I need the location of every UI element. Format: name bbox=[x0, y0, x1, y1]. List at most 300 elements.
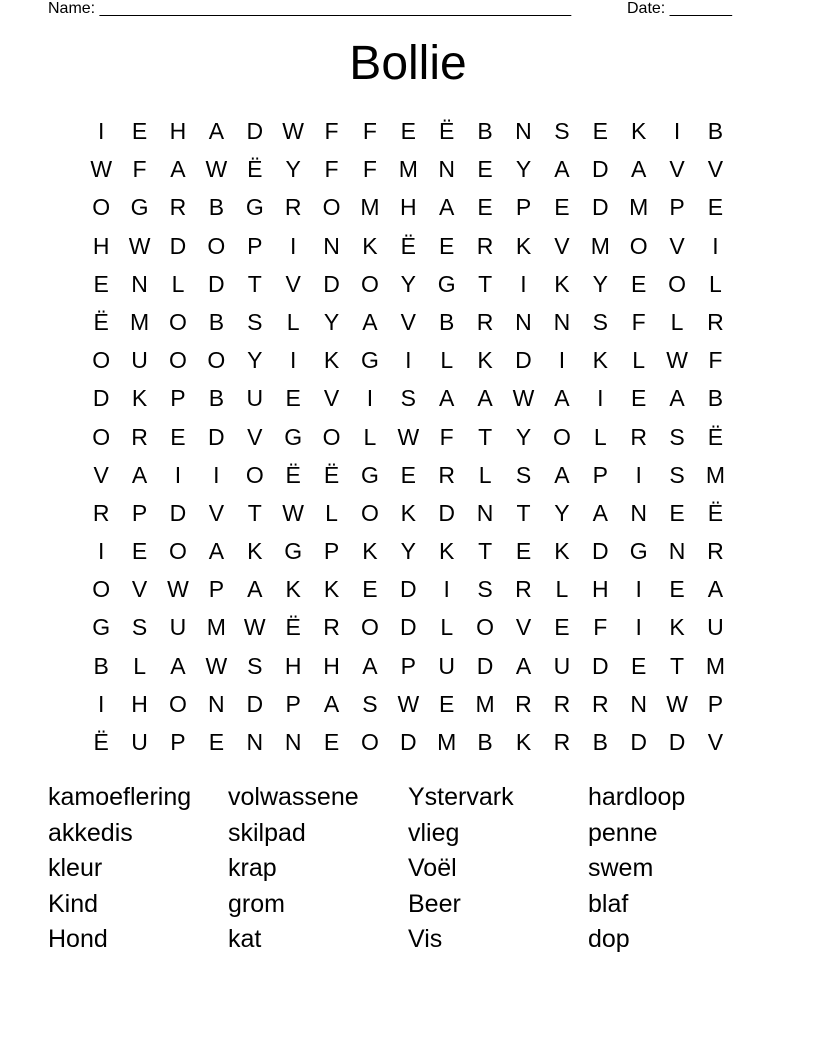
grid-letter: I bbox=[289, 232, 297, 259]
grid-letter: K bbox=[554, 538, 570, 565]
grid-letter: I bbox=[443, 576, 450, 603]
grid-letter: W bbox=[512, 385, 535, 412]
name-field-label: Name: _____________________________________________________ bbox=[48, 0, 572, 17]
grid-letter: B bbox=[208, 308, 225, 335]
word-list-item: Beer bbox=[408, 889, 461, 918]
grid-letter: R bbox=[515, 576, 532, 603]
grid-letter: N bbox=[438, 156, 456, 183]
grid-letter: V bbox=[669, 156, 685, 183]
grid-letter: S bbox=[247, 308, 263, 335]
grid-letter: E bbox=[630, 270, 647, 297]
grid-letter: A bbox=[208, 538, 225, 565]
grid-letter: P bbox=[515, 194, 532, 221]
grid-letter: U bbox=[553, 652, 571, 679]
grid-letter: M bbox=[705, 461, 726, 488]
grid-letter: Ë bbox=[439, 118, 455, 144]
grid-letter: R bbox=[323, 614, 340, 641]
grid-letter: V bbox=[247, 423, 263, 450]
grid-letter: D bbox=[591, 194, 609, 221]
grid-letter: L bbox=[632, 347, 646, 374]
grid-letter: Ë bbox=[707, 423, 724, 450]
word-list-item: Kind bbox=[48, 889, 99, 918]
grid-letter: O bbox=[322, 423, 341, 450]
grid-letter: O bbox=[92, 194, 111, 221]
word-list-item: Hond bbox=[48, 925, 108, 953]
grid-letter: L bbox=[670, 308, 684, 335]
word-list-item: blaf bbox=[588, 889, 629, 918]
grid-letter: V bbox=[707, 729, 724, 755]
grid-letter: F bbox=[631, 308, 646, 335]
grid-letter: W bbox=[282, 499, 304, 526]
grid-letter: L bbox=[325, 499, 338, 526]
grid-letter: F bbox=[132, 156, 147, 183]
grid-letter: O bbox=[92, 423, 111, 450]
grid-letter: W bbox=[128, 232, 151, 259]
grid-letter: D bbox=[438, 499, 456, 526]
grid-letter: M bbox=[629, 194, 649, 221]
grid-letter: O bbox=[245, 461, 264, 488]
grid-letter: O bbox=[360, 270, 379, 297]
word-list-item: krap bbox=[228, 854, 277, 882]
grid-letter: E bbox=[131, 538, 148, 565]
grid-letter: K bbox=[669, 614, 685, 641]
grid-letter: S bbox=[247, 652, 263, 679]
grid-letter: M bbox=[475, 690, 495, 717]
grid-letter: G bbox=[245, 194, 264, 221]
grid-letter: F bbox=[324, 118, 339, 144]
grid-letter: T bbox=[478, 538, 493, 565]
grid-letter: E bbox=[477, 156, 493, 183]
grid-letter: M bbox=[437, 729, 457, 755]
grid-letter: A bbox=[477, 385, 493, 412]
grid-letter: D bbox=[92, 385, 110, 412]
grid-letter: Ë bbox=[285, 614, 301, 641]
grid-letter: S bbox=[554, 118, 570, 144]
grid-letter: I bbox=[405, 347, 412, 374]
grid-letter: T bbox=[247, 499, 262, 526]
grid-letter: A bbox=[554, 461, 570, 488]
grid-letter: W bbox=[282, 118, 304, 144]
grid-letter: Ë bbox=[93, 308, 109, 335]
grid-letter: O bbox=[169, 690, 187, 717]
grid-letter: I bbox=[98, 538, 105, 565]
grid-letter: L bbox=[363, 423, 377, 450]
grid-letter: N bbox=[284, 729, 302, 755]
grid-letter: A bbox=[170, 156, 186, 183]
grid-letter: K bbox=[400, 499, 416, 526]
grid-letter: P bbox=[131, 499, 148, 526]
grid-letter: P bbox=[323, 538, 340, 565]
grid-letter: L bbox=[593, 423, 607, 450]
grid-letter: W bbox=[205, 156, 228, 183]
grid-letter: B bbox=[208, 194, 225, 221]
grid-letter: R bbox=[707, 538, 724, 565]
grid-letter: Ë bbox=[323, 461, 340, 488]
grid-letter: D bbox=[246, 690, 264, 717]
grid-letter: O bbox=[92, 576, 111, 603]
grid-letter: B bbox=[93, 652, 109, 679]
grid-letter: O bbox=[207, 347, 226, 374]
grid-letter: Y bbox=[400, 270, 416, 297]
grid-letter: A bbox=[208, 118, 225, 144]
grid-letter: A bbox=[554, 156, 570, 183]
word-list-item: Voël bbox=[408, 854, 457, 882]
grid-letter: R bbox=[476, 232, 494, 259]
grid-letter: M bbox=[398, 156, 418, 183]
grid-letter: L bbox=[440, 614, 454, 641]
grid-letter: N bbox=[515, 118, 532, 144]
grid-letter: E bbox=[439, 232, 455, 259]
grid-letter: N bbox=[630, 499, 647, 526]
grid-letter: D bbox=[323, 270, 340, 297]
grid-letter: S bbox=[362, 690, 378, 717]
grid-letter: K bbox=[323, 347, 340, 374]
grid-letter: Ë bbox=[285, 461, 301, 488]
grid-letter: R bbox=[476, 308, 494, 335]
grid-letter: K bbox=[362, 538, 378, 565]
grid-letter: O bbox=[169, 347, 187, 374]
grid-letter: D bbox=[515, 347, 532, 374]
grid-letter: G bbox=[92, 614, 111, 641]
grid-letter: B bbox=[707, 385, 724, 412]
grid-letter: U bbox=[438, 652, 456, 679]
grid-letter: P bbox=[400, 652, 416, 679]
grid-letter: D bbox=[476, 652, 494, 679]
grid-letter: F bbox=[362, 118, 377, 144]
grid-letter: U bbox=[246, 385, 264, 412]
grid-letter: E bbox=[131, 118, 148, 144]
grid-letter: E bbox=[400, 118, 416, 144]
grid-letter: N bbox=[668, 538, 686, 565]
grid-letter: L bbox=[171, 270, 185, 297]
word-list-item: dop bbox=[588, 925, 630, 953]
grid-letter: E bbox=[362, 576, 378, 603]
word-list-item: volwassene bbox=[228, 783, 359, 811]
grid-letter: R bbox=[553, 690, 571, 717]
grid-letter: I bbox=[174, 461, 182, 488]
grid-letter: D bbox=[400, 729, 417, 755]
page-title: Bollie bbox=[349, 37, 467, 90]
grid-letter: I bbox=[712, 232, 719, 259]
grid-letter: A bbox=[170, 652, 186, 679]
grid-letter: N bbox=[515, 308, 532, 335]
grid-letter: S bbox=[669, 461, 685, 488]
word-list bbox=[48, 780, 768, 958]
grid-letter: N bbox=[476, 499, 494, 526]
grid-letter: E bbox=[630, 652, 647, 679]
grid-letter: D bbox=[668, 729, 686, 755]
grid-letter: R bbox=[630, 423, 647, 450]
grid-letter: W bbox=[243, 614, 266, 641]
grid-letter: E bbox=[208, 729, 225, 755]
grid-letter: T bbox=[516, 499, 531, 526]
grid-letter: Y bbox=[323, 308, 340, 335]
letter-grid bbox=[82, 112, 735, 761]
grid-letter: R bbox=[131, 423, 148, 450]
grid-letter: D bbox=[591, 652, 609, 679]
grid-letter: T bbox=[247, 270, 262, 297]
grid-letter: A bbox=[630, 156, 647, 183]
grid-letter: L bbox=[478, 461, 492, 488]
grid-letter: L bbox=[709, 270, 722, 297]
grid-letter: F bbox=[708, 347, 723, 374]
grid-letter: K bbox=[247, 538, 263, 565]
grid-letter: F bbox=[324, 156, 339, 183]
grid-letter: I bbox=[520, 270, 527, 297]
grid-letter: L bbox=[555, 576, 569, 603]
grid-letter: A bbox=[131, 461, 148, 488]
grid-letter: Y bbox=[515, 423, 532, 450]
grid-letter: G bbox=[130, 194, 149, 221]
grid-letter: E bbox=[93, 270, 109, 297]
grid-letter: O bbox=[552, 423, 571, 450]
grid-letter: Y bbox=[592, 270, 608, 297]
grid-letter: S bbox=[477, 576, 493, 603]
grid-letter: H bbox=[131, 690, 148, 717]
grid-letter: U bbox=[707, 614, 724, 641]
grid-letter: Ë bbox=[93, 729, 109, 755]
grid-letter: W bbox=[205, 652, 228, 679]
grid-letter: H bbox=[323, 652, 340, 679]
grid-letter: K bbox=[592, 347, 608, 374]
grid-letter: P bbox=[285, 690, 301, 717]
grid-letter: O bbox=[360, 499, 379, 526]
grid-letter: A bbox=[362, 652, 378, 679]
grid-letter: I bbox=[289, 347, 297, 374]
grid-letter: M bbox=[360, 194, 380, 221]
grid-letter: R bbox=[438, 461, 456, 488]
grid-letter: W bbox=[666, 690, 688, 717]
grid-letter: A bbox=[323, 690, 340, 717]
grid-letter: V bbox=[208, 499, 225, 526]
grid-letter: N bbox=[131, 270, 148, 297]
grid-letter: W bbox=[90, 156, 113, 183]
grid-letter: I bbox=[635, 614, 642, 641]
grid-letter: T bbox=[478, 423, 493, 450]
grid-letter: O bbox=[169, 538, 187, 565]
grid-letter: V bbox=[131, 576, 148, 603]
grid-letter: D bbox=[630, 729, 647, 755]
grid-letter: W bbox=[397, 690, 420, 717]
grid-letter: A bbox=[669, 385, 685, 412]
grid-letter: K bbox=[630, 118, 647, 144]
grid-letter: E bbox=[630, 385, 647, 412]
word-list-item: kat bbox=[228, 925, 262, 953]
grid-letter: R bbox=[92, 499, 110, 526]
grid-letter: E bbox=[439, 690, 455, 717]
grid-letter: R bbox=[707, 308, 724, 335]
grid-letter: H bbox=[591, 576, 609, 603]
grid-letter: R bbox=[591, 690, 609, 717]
grid-letter: V bbox=[285, 270, 301, 297]
grid-letter: L bbox=[286, 308, 300, 335]
grid-letter: N bbox=[208, 690, 225, 717]
grid-letter: O bbox=[207, 232, 226, 259]
grid-letter: I bbox=[213, 461, 220, 488]
grid-letter: E bbox=[515, 538, 532, 565]
grid-letter: G bbox=[284, 423, 303, 450]
grid-letter: D bbox=[400, 614, 417, 641]
grid-letter: E bbox=[400, 461, 416, 488]
grid-letter: E bbox=[554, 614, 570, 641]
grid-letter: P bbox=[247, 232, 263, 259]
word-list-item: grom bbox=[228, 889, 285, 918]
grid-letter: N bbox=[246, 729, 264, 755]
grid-letter: I bbox=[635, 576, 642, 603]
grid-letter: E bbox=[323, 729, 340, 755]
grid-letter: W bbox=[666, 347, 688, 374]
grid-letter: V bbox=[707, 156, 724, 183]
grid-letter: F bbox=[439, 423, 454, 450]
grid-letter: S bbox=[515, 461, 532, 488]
grid-letter: G bbox=[437, 270, 456, 297]
word-list-item: swem bbox=[588, 854, 654, 882]
grid-letter: P bbox=[170, 385, 186, 412]
grid-letter: O bbox=[360, 614, 379, 641]
grid-letter: D bbox=[591, 538, 609, 565]
grid-letter: M bbox=[206, 614, 226, 641]
grid-letter: I bbox=[98, 690, 105, 717]
grid-letter: V bbox=[400, 308, 416, 335]
grid-letter: P bbox=[208, 576, 225, 603]
grid-letter: K bbox=[285, 576, 301, 603]
grid-letter: H bbox=[92, 232, 110, 259]
grid-letter: O bbox=[322, 194, 341, 221]
grid-letter: Ë bbox=[247, 156, 263, 183]
grid-letter: U bbox=[131, 729, 148, 755]
grid-letter: D bbox=[208, 423, 225, 450]
grid-letter: R bbox=[553, 729, 571, 755]
grid-letter: Ë bbox=[707, 499, 724, 526]
grid-letter: A bbox=[707, 576, 724, 603]
word-list-item: Vis bbox=[408, 925, 443, 953]
word-list-item: kleur bbox=[48, 854, 103, 882]
grid-letter: G bbox=[360, 347, 379, 374]
grid-letter: V bbox=[93, 461, 109, 488]
grid-letter: K bbox=[515, 232, 532, 259]
grid-letter: E bbox=[592, 118, 608, 144]
grid-letter: A bbox=[362, 308, 378, 335]
grid-letter: D bbox=[400, 576, 417, 603]
grid-letter: O bbox=[668, 270, 686, 297]
grid-letter: I bbox=[558, 347, 566, 374]
word-list-item: vlieg bbox=[408, 818, 460, 847]
word-list-item: skilpad bbox=[228, 818, 306, 847]
grid-letter: B bbox=[477, 118, 493, 144]
grid-letter: V bbox=[669, 232, 685, 259]
grid-letter: I bbox=[597, 385, 604, 412]
grid-letter: Y bbox=[247, 347, 263, 374]
grid-letter: T bbox=[478, 270, 493, 297]
grid-letter: E bbox=[669, 499, 685, 526]
grid-letter: K bbox=[515, 729, 532, 755]
word-list-item: penne bbox=[588, 818, 658, 847]
grid-letter: R bbox=[515, 690, 532, 717]
grid-letter: G bbox=[629, 538, 648, 565]
grid-letter: S bbox=[131, 614, 148, 641]
grid-letter: P bbox=[170, 729, 186, 755]
grid-letter: I bbox=[635, 461, 642, 488]
grid-letter: U bbox=[169, 614, 187, 641]
grid-letter: K bbox=[362, 232, 378, 259]
grid-letter: O bbox=[476, 614, 495, 641]
grid-letter: P bbox=[592, 461, 608, 488]
grid-letter: S bbox=[400, 385, 416, 412]
grid-letter: D bbox=[169, 499, 187, 526]
grid-letter: B bbox=[477, 729, 493, 755]
grid-letter: B bbox=[707, 118, 724, 144]
grid-letter: H bbox=[284, 652, 302, 679]
grid-letter: Y bbox=[400, 538, 416, 565]
grid-letter: R bbox=[284, 194, 302, 221]
grid-letter: O bbox=[629, 232, 648, 259]
grid-letter: Y bbox=[554, 499, 570, 526]
grid-letter: K bbox=[477, 347, 493, 374]
grid-letter: I bbox=[673, 118, 681, 144]
grid-letter: G bbox=[360, 461, 379, 488]
grid-letter: F bbox=[593, 614, 608, 641]
grid-letter: D bbox=[591, 156, 609, 183]
grid-letter: O bbox=[169, 308, 187, 335]
grid-letter: K bbox=[323, 576, 340, 603]
grid-letter: E bbox=[285, 385, 301, 412]
grid-letter: P bbox=[669, 194, 685, 221]
grid-letter: E bbox=[554, 194, 570, 221]
grid-letter: W bbox=[397, 423, 420, 450]
grid-letter: A bbox=[439, 194, 455, 221]
grid-letter: M bbox=[705, 652, 726, 679]
grid-letter: N bbox=[323, 232, 340, 259]
grid-letter: R bbox=[169, 194, 187, 221]
grid-letter: D bbox=[208, 270, 225, 297]
grid-letter: B bbox=[208, 385, 225, 412]
grid-letter: F bbox=[362, 156, 377, 183]
grid-letter: V bbox=[515, 614, 532, 641]
grid-letter: A bbox=[515, 652, 532, 679]
grid-letter: B bbox=[439, 308, 455, 335]
grid-letter: K bbox=[131, 385, 148, 412]
word-list-item: akkedis bbox=[48, 818, 133, 847]
word-list-item: hardloop bbox=[588, 783, 686, 811]
grid-letter: E bbox=[669, 576, 685, 603]
grid-letter: A bbox=[439, 385, 455, 412]
date-field-label: Date: _______ bbox=[627, 0, 732, 17]
word-list-item: Ystervark bbox=[408, 783, 514, 811]
grid-letter: I bbox=[98, 118, 105, 144]
grid-letter: A bbox=[554, 385, 570, 412]
grid-letter: U bbox=[131, 347, 148, 374]
grid-letter: Y bbox=[515, 156, 532, 183]
grid-letter: B bbox=[592, 729, 608, 755]
grid-letter: L bbox=[133, 652, 146, 679]
grid-letter: W bbox=[167, 576, 189, 603]
grid-letter: T bbox=[670, 652, 685, 679]
grid-letter: K bbox=[439, 538, 455, 565]
grid-letter: A bbox=[247, 576, 263, 603]
grid-letter: M bbox=[130, 308, 150, 335]
grid-letter: O bbox=[360, 729, 379, 755]
grid-letter: H bbox=[400, 194, 417, 221]
grid-letter: H bbox=[169, 118, 187, 144]
grid-letter: D bbox=[246, 118, 264, 144]
grid-letter: V bbox=[323, 385, 340, 412]
grid-letter: L bbox=[440, 347, 454, 374]
grid-letter: G bbox=[284, 538, 303, 565]
grid-letter: E bbox=[477, 194, 493, 221]
grid-letter: I bbox=[366, 385, 374, 412]
grid-letter: A bbox=[592, 499, 608, 526]
grid-letter: D bbox=[169, 232, 187, 259]
